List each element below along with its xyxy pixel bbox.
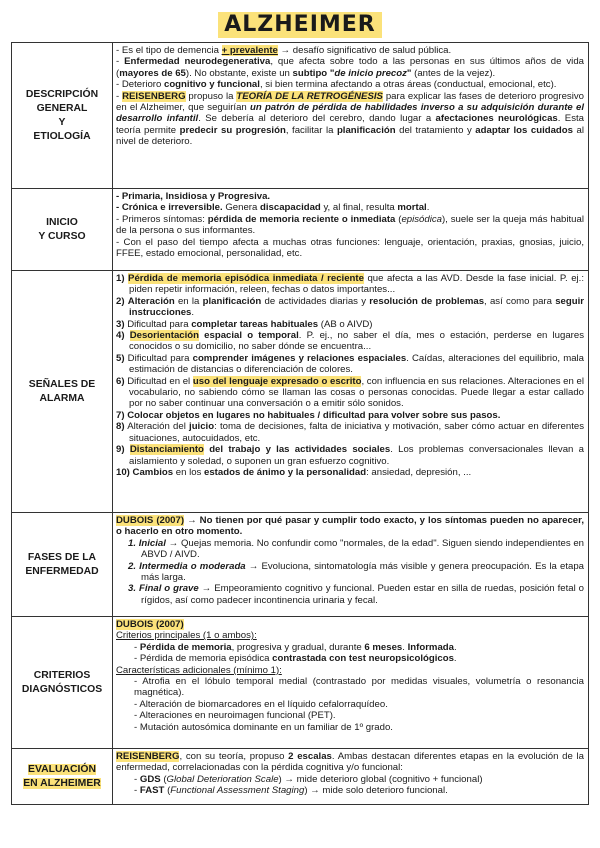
- para: - GDS (Global Deterioration Scale) → mide deterioro global (cognitivo + funcional): [134, 773, 483, 785]
- phase-list: [116, 538, 584, 606]
- para: DUBOIS (2007): [116, 619, 184, 630]
- row-inicio: [12, 189, 589, 271]
- content-inicio: [113, 189, 589, 271]
- list-item: 1) Pérdida de memoria episódica inmediata / reciente que afecta a las AVD. Desde la fase inicial. P. ej.: piden repetir información, releen, fechas o datos importantes...: [116, 273, 585, 296]
- label-line: Y CURSO: [38, 230, 86, 242]
- label-line: GENERAL: [36, 102, 88, 114]
- para: - Enfermedad neurodegenerativa, que afecta sobre todo a las personas en sus últimos años de vida (mayores de 65). No obstante, existe un subtipo "de inicio precoz" (antes de la vejez).: [116, 56, 584, 79]
- label-descripcion: [12, 43, 113, 189]
- summary-table: [11, 42, 589, 805]
- content-descripcion: [113, 43, 589, 189]
- row-evaluacion: [12, 749, 589, 805]
- list-item: 10) Cambios en los estados de ánimo y la personalidad: ansiedad, depresión, ...: [116, 466, 472, 478]
- label-line: ETIOLOGÍA: [33, 130, 91, 142]
- content-criterios: [113, 617, 589, 749]
- row-senales: [12, 271, 589, 513]
- content-evaluacion: [113, 749, 589, 805]
- label-line: CRITERIOS: [33, 669, 91, 681]
- para: - REISENBERG propuso la TEORÍA DE LA RETROGÉNESIS para explicar las fases de deterioro progresivo en el Alzheimer, que seguirían un patrón de pérdida de habilidades inverso a su adquisición durante el desarrollo infantil. Se debería al deterioro del cerebro, dando lugar a afectaciones neurológicas. Esta teoría permite predecir su progresión, facilitar la planificación del tratamiento y adaptar los cuidados al nivel de deterioro.: [116, 90, 585, 148]
- list-item: 3) Dificultad para completar tareas habituales (AB o AIVD): [116, 318, 373, 330]
- para: - FAST (Functional Assessment Staging) → mide solo deterioro funcional.: [134, 785, 448, 797]
- list-item: 6) Dificultad en el uso del lenguaje expresado o escrito, con influencia en sus relaciones. Alteraciones en el vocabulario, no sabiendo cómo se llaman las cosas o personas conocidas. Puede llegar a estar callado por no saber continuar una conversación o a emitir sólo sonidos.: [116, 375, 584, 410]
- para: - Alteración de biomarcadores en el líquido cefalorraquídeo.: [134, 698, 388, 710]
- list-item: 2) Alteración en la planificación de actividades diarias y resolución de problemas, así como para seguir instrucciones.: [116, 295, 584, 319]
- para: - Alteraciones en neuroimagen funcional (PET).: [134, 710, 336, 722]
- para: - Mutación autosómica dominante en un familiar de 1º grado.: [134, 721, 393, 733]
- para: - Es el tipo de demencia + prevalente → desafío significativo de salud pública.: [116, 45, 452, 56]
- label-criterios: [12, 617, 113, 749]
- label-line: FASES DE LA: [27, 551, 97, 563]
- para: Criterios principales (1 o ambos):: [116, 630, 257, 642]
- label-line: Y: [58, 116, 66, 128]
- content-senales: [113, 271, 589, 513]
- list-item: 2. Intermedia o moderada → Evoluciona, sintomatología más visible y genera preocupación. Es la etapa más larga.: [128, 560, 585, 584]
- page-title: ALZHEIMER: [218, 12, 381, 38]
- list-item: 9) Distanciamiento del trabajo y las actividades sociales. Los problemas conversacionales llevan a aislamiento y soledad, o suponen un gran esfuerzo cognitivo.: [116, 444, 584, 467]
- label-line: EN ALZHEIMER: [23, 777, 101, 789]
- para: Características adicionales (mínimo 1):: [116, 664, 282, 676]
- list-item: 7) Colocar objetos en lugares no habituales / dificultad para volver sobre sus pasos.: [116, 409, 501, 421]
- list-item: 8) Alteración del juicio: toma de decisiones, falta de iniciativa y motivación, saber cómo actuar en diferentes situaciones, autocuidados, etc.: [116, 421, 585, 444]
- label-line: DIAGNÓSTICOS: [21, 683, 103, 695]
- para: - Atrofia en el lóbulo temporal medial (contrastado por medidas visuales, volumetría o resonancia magnética).: [134, 676, 584, 699]
- label-line: DESCRIPCIÓN: [25, 88, 99, 100]
- para: DUBOIS (2007) → No tienen por qué pasar y cumplir todo exacto, y los síntomas pueden no aparecer, o hacerlo en otro momento.: [116, 515, 584, 538]
- para: - Pérdida de memoria episódica contrastada con test neuropsicológicos.: [134, 653, 457, 665]
- label-inicio: [12, 189, 113, 271]
- list-item: 3. Final o grave → Empeoramiento cognitivo y funcional. Pueden estar en silla de ruedas, posición fetal o rígidos, así como padecer incontinencia urinaria y fecal.: [128, 583, 584, 606]
- label-line: INICIO: [46, 216, 78, 228]
- para: - Primaria, Insidiosa y Progresiva.: [116, 191, 271, 202]
- para: - Con el paso del tiempo afecta a muchas otras funciones: lenguaje, orientación, praxias, gnosias, juicio, FFEE, estado emocional, personalidad, etc.: [116, 236, 584, 260]
- row-descripcion: [12, 43, 589, 189]
- row-fases: [12, 513, 589, 617]
- list-item: 4) Desorientación espacial o temporal. P. ej., no saber el día, mes o estación, perderse en lugares conocidos o su domicilio, no saber dónde se encuentra...: [116, 330, 584, 353]
- alarm-list: [116, 273, 584, 478]
- label-line: EVALUACIÓN: [28, 763, 96, 775]
- para: - Primeros síntomas: pérdida de memoria reciente o inmediata (episódica), suele ser la queja más habitual de la persona o sus informantes.: [116, 213, 584, 237]
- row-criterios: [12, 617, 589, 749]
- label-line: ENFERMEDAD: [25, 565, 99, 577]
- label-line: SEÑALES DE: [28, 378, 96, 390]
- label-evaluacion: [12, 749, 113, 805]
- label-fases: [12, 513, 113, 617]
- label-senales: [12, 271, 113, 513]
- label-line: ALARMA: [39, 392, 85, 404]
- list-item: 5) Dificultad para comprender imágenes y relaciones espaciales. Caídas, alteraciones del equilibrio, mala estimación de distancias o diferenciación de colores.: [116, 352, 584, 376]
- para: REISENBERG, con su teoría, propuso 2 escalas. Ambas destacan diferentes etapas en la evolución de la enfermedad, correlacionadas con la pérdida cognitiva y/o funcional:: [116, 751, 584, 774]
- para: - Deterioro cognitivo y funcional, si bien termina afectando a otras áreas (conductual, emocional, etc).: [116, 79, 557, 91]
- content-fases: [113, 513, 589, 617]
- para: - Pérdida de memoria, progresiva y gradual, durante 6 meses. Informada.: [134, 641, 457, 653]
- para: - Crónica e irreversible. Genera discapacidad y, al final, resulta mortal.: [116, 202, 430, 214]
- list-item: 1. Inicial → Quejas memoria. No confundir como "normales, de la edad". Siguen siendo independientes en ABVD / AIVD.: [128, 537, 584, 561]
